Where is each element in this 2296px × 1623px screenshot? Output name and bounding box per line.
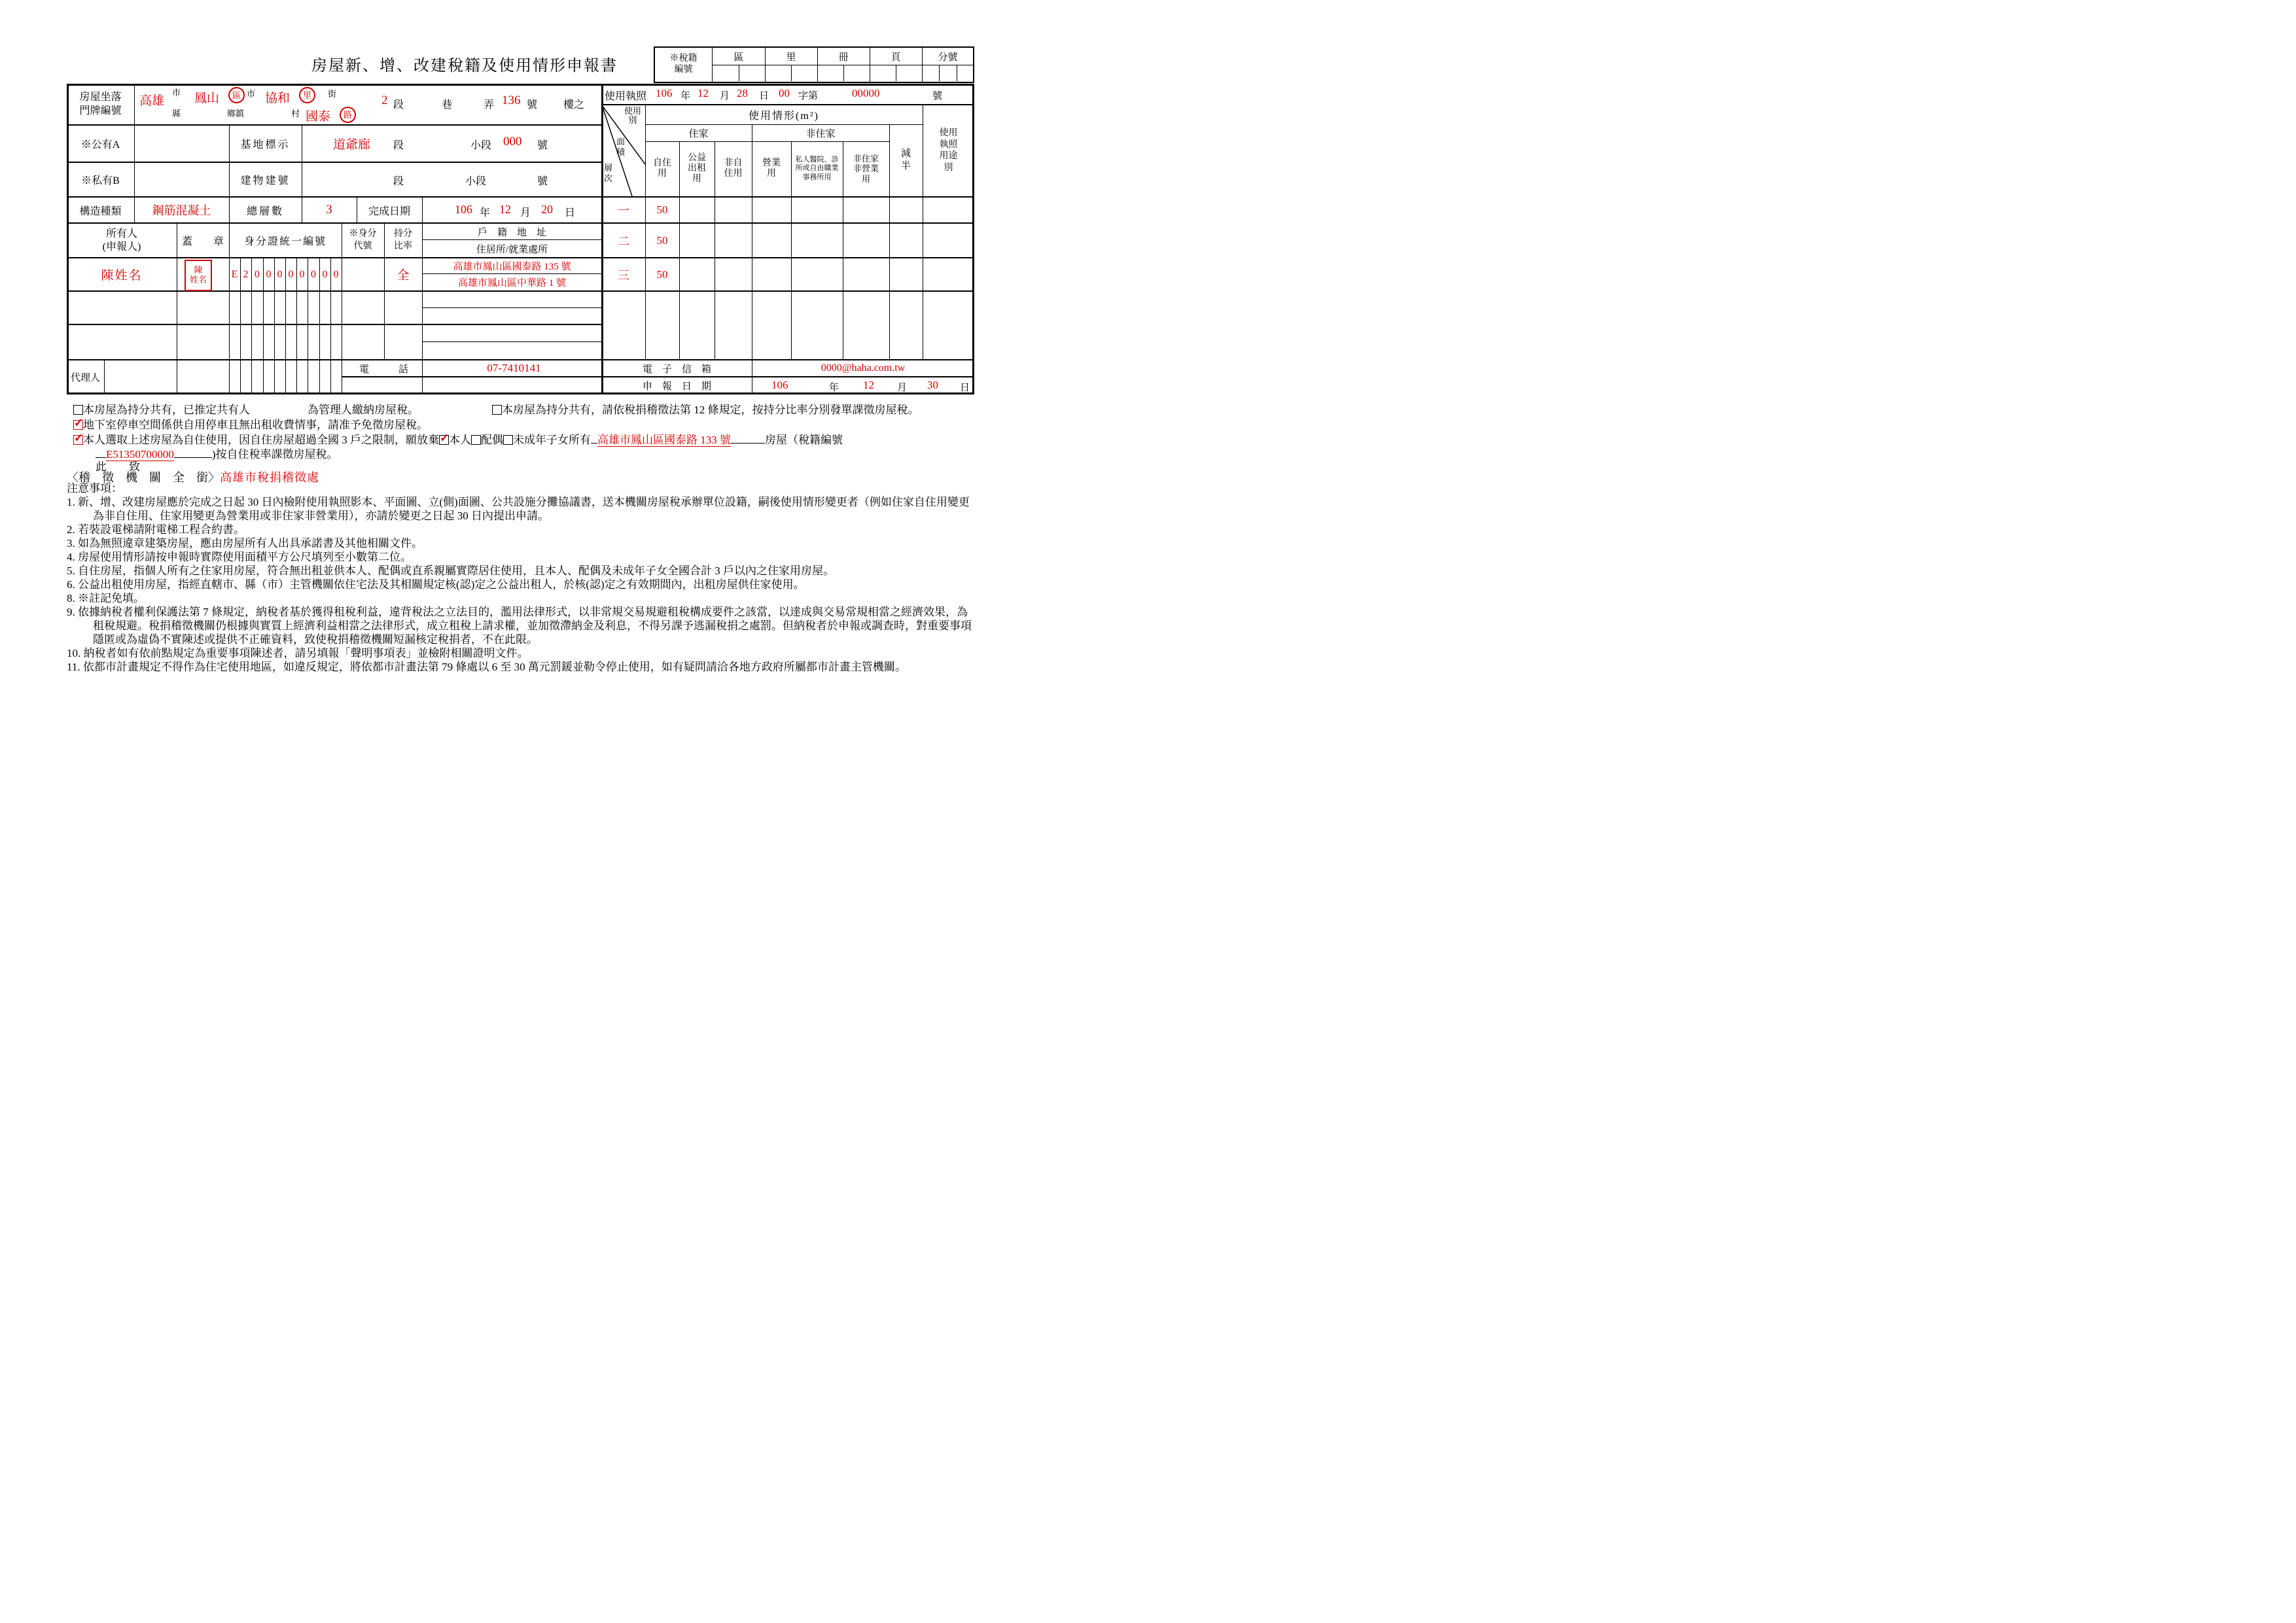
note-item: 5. 自住房屋，指個人所有之住家用房屋，符合無出租並供本人、配偶或直系親屬實際居住使用，且本人、配偶及未成年子女全國合計 3 戶以內之住家用房屋。 (67, 565, 834, 577)
structure-value[interactable]: 鋼筋混凝土 (152, 204, 211, 217)
checkbox-line-waive: ✓本人選取上述房屋為自住使用，因自住房屋超過全國 3 戶之限制，願放棄 ✓ 本人 配偶 未成年子女所有 高雄市鳳山區國泰路 133 號 房屋（稅籍編號 (73, 430, 976, 445)
lane-label: 巷 (442, 99, 453, 111)
floor-row-label (602, 292, 645, 358)
filing-month[interactable]: 12 (863, 379, 874, 391)
salutation: 此 致 (96, 461, 140, 473)
notes-section (67, 481, 978, 674)
total-floors-label: 總層數 (246, 205, 284, 217)
city-option-shi[interactable]: 市 (172, 88, 181, 97)
license-word-prefix[interactable]: 00 (779, 87, 790, 99)
district-option-township[interactable]: 鄉鎮 (227, 109, 245, 118)
base-land-field[interactable] (302, 126, 602, 162)
tax-id-col-subno: 分號 (938, 52, 958, 63)
use-license-label: 使用執照 (605, 91, 647, 102)
checkbox-co-owner-separate[interactable] (492, 405, 502, 415)
residence-header: 住居所/就業處所 (476, 244, 548, 255)
road-circled-option[interactable]: 路 (340, 107, 356, 123)
notes-heading: 注意事項： (67, 482, 122, 495)
license-day[interactable]: 28 (737, 87, 748, 99)
filing-day[interactable]: 30 (927, 379, 938, 391)
tax-id-label: ※稅籍 編號 (655, 48, 713, 82)
id-digit[interactable]: 0 (322, 268, 328, 280)
note-item: 8. ※註記免填。 (67, 592, 145, 604)
note-item: 3. 如為無照違章建築房屋，應由房屋所有人出具承諾書及其他相關文件。 (67, 537, 423, 550)
checkbox-waive-spouse[interactable] (471, 435, 481, 445)
home-header: 住家 (688, 129, 709, 139)
tax-id-box (654, 46, 974, 83)
day-unit: 日 (960, 383, 970, 393)
base-land-label: 基地標示 (240, 139, 291, 150)
building-no-field[interactable] (302, 163, 602, 196)
authority-label: 〈稽 徵 機 關 全 銜〉 (67, 471, 220, 484)
checkbox-line-co-owner: 本房屋為持分共有，已推定共有人 為管理人繳納房屋稅。 (73, 400, 492, 415)
usage-status-header: 使用情形(m²) (749, 111, 819, 122)
base-subsection-label: 小段 (470, 140, 492, 151)
bldg-number-label: 號 (537, 176, 548, 187)
col-nonhome-nonbiz: 非住家非營業用 (853, 153, 879, 184)
owner-header-label: 所有人 (申報人) (102, 228, 141, 253)
checkbox-waive-self[interactable] (439, 435, 449, 445)
year-unit: 年 (480, 207, 491, 218)
year-unit: 年 (829, 383, 839, 393)
day-unit: 日 (759, 91, 769, 101)
village-option-cun[interactable]: 村 (291, 109, 300, 118)
floor-self-use-area[interactable]: 50 (656, 268, 668, 281)
use-license-row (602, 84, 974, 104)
license-prefix-label: 字第 (798, 91, 819, 101)
floor-self-use-area[interactable]: 50 (656, 234, 668, 247)
section-value[interactable]: 2 (381, 94, 388, 107)
month-unit: 月 (897, 383, 908, 393)
agent-name-field[interactable] (104, 360, 177, 394)
license-year[interactable]: 106 (656, 87, 673, 99)
private-b-field[interactable] (134, 163, 229, 196)
floor-row-label: 一 (618, 204, 629, 217)
license-serial[interactable]: 00000 (852, 87, 880, 99)
line (939, 65, 940, 81)
year-unit: 年 (680, 91, 691, 101)
owner-residence-address[interactable]: 高雄市鳳山區中華路 1 號 (457, 278, 566, 288)
line (765, 48, 766, 82)
city-option-xian[interactable]: 縣 (172, 109, 181, 118)
blank-underline (591, 443, 597, 444)
base-section-value[interactable]: 道爺廊 (333, 138, 371, 152)
owner-stamp-cell[interactable] (177, 258, 229, 290)
corner-floor: 層次 (604, 163, 613, 183)
district-option-shi[interactable]: 市 (247, 89, 256, 99)
license-month[interactable]: 12 (698, 87, 709, 99)
col-charity-rental: 公益出租用 (688, 152, 706, 184)
phone-label: 電 話 (359, 364, 408, 375)
stamp-header: 蓋 章 (181, 236, 224, 247)
tax-id-col-book: 冊 (838, 52, 849, 63)
day-unit: 日 (565, 207, 576, 218)
note-item: 6. 公益出租使用房屋，指經直轄市、縣（市）主管機關依住宅法及其相關規定核(認)定之公益出租人，於核(認)定之有效期間內，出租房屋供住家使用。 (67, 578, 805, 591)
col-business-use: 營業用 (762, 158, 781, 179)
checkbox-line-basement: ✓地下室停車空間係供自用停車且無出租收費情事，請准予免徵房屋稅。 (73, 415, 976, 430)
tax-declaration-form (0, 0, 1011, 715)
bldg-section-label: 段 (393, 176, 404, 187)
id-digit[interactable]: 0 (277, 268, 283, 280)
authority-name[interactable]: 高雄市稅捐稽徵處 (220, 471, 319, 484)
id-digit[interactable]: 0 (311, 268, 316, 280)
owner-stamp: 陳 姓名 (185, 260, 212, 291)
city-value[interactable]: 高雄 (139, 94, 165, 108)
total-floors-value[interactable]: 3 (326, 203, 332, 217)
blank-underline (731, 443, 765, 444)
private-b-label: ※私有B (81, 175, 120, 186)
identity-code-header: ※身分 代號 (349, 229, 377, 251)
license-serial-label: 號 (932, 91, 943, 101)
house-number-value[interactable]: 136 (502, 94, 521, 107)
id-digit[interactable]: 2 (243, 268, 249, 280)
owner-registered-address[interactable]: 高雄市鳳山區國泰路 135 號 (453, 262, 571, 272)
tax-authority-line (67, 468, 656, 483)
line (67, 324, 602, 325)
road-option-street[interactable]: 街 (328, 89, 337, 99)
usage-corner-cell (602, 105, 645, 196)
email-label: 電 子 信 箱 (642, 364, 711, 375)
share-ratio-header: 持分 比率 (394, 229, 412, 251)
village-value[interactable]: 協和 (265, 92, 291, 105)
line (791, 65, 792, 81)
floor-self-use-area[interactable]: 50 (656, 203, 668, 216)
note-item: 9. 依據納稅者權利保護法第 7 條規定，納稅者基於獲得租稅利益，違背稅法之立法目的，濫用法律形式，以非常規交易規避租稅構成要件之該當，以達成與交易常規相當之經濟效果，為租稅規避。稅捐稽徵機關仍根據與實質上經濟利益相當之法律形式，成立租稅上請求權，並加徵滯納金及利息，不得另課予逃漏稅捐之處罰。但納稅者於申報或調查時，對重要事項隱匿或為虛偽不實陳述或提供不正確資料，致使稅捐稽徵機關短漏核定稅捐者，不在此限。 (67, 606, 972, 646)
completion-month[interactable]: 12 (499, 203, 511, 216)
registered-address-header: 戶 籍 地 址 (477, 227, 546, 238)
checkbox-waive-minor[interactable] (503, 435, 513, 445)
structure-label: 構造種類 (79, 205, 122, 217)
note-item: 1. 新、增、改建房屋應於完成之日起 30 日內檢附使用執照影本、平面圖、立(側)面圖、公共設施分攤協議書，送本機關房屋稅承辦單位設籍，嗣後使用情形變更者（例如住家自住用變更為非自住用、住家用變更為營業用或非住家非營業用），亦請於變更之日起 30 日內提出申請。 (67, 496, 970, 522)
line (817, 48, 818, 82)
line (422, 307, 602, 308)
owner-identity-code[interactable] (342, 258, 384, 290)
checkbox-co-owner-managed[interactable] (73, 405, 83, 415)
section-label: 段 (393, 99, 404, 111)
owner-name[interactable]: 陳姓名 (101, 269, 143, 283)
village-circled-option[interactable]: 里 (299, 87, 315, 103)
floor-row-label: 二 (618, 234, 629, 248)
corner-area: 面積 (616, 137, 626, 157)
id-digit[interactable]: 0 (288, 268, 294, 280)
phone-value[interactable]: 07-7410141 (487, 362, 541, 374)
location-address-field[interactable] (134, 84, 602, 124)
col-clinic-use: 私人醫院、診所或自由職業事務所用 (795, 156, 839, 181)
base-number-value[interactable]: 000 (503, 135, 522, 148)
public-a-label: ※公有A (80, 139, 120, 150)
line (922, 48, 923, 82)
note-item: 2. 若裝設電梯請附電梯工程合約書。 (67, 523, 245, 536)
checkbox-waive[interactable] (73, 435, 83, 445)
building-no-label: 建物建號 (240, 175, 291, 186)
line (843, 65, 844, 81)
public-a-field[interactable] (134, 126, 229, 162)
id-digit[interactable]: 0 (333, 268, 339, 280)
col-non-self-use: 非自住用 (724, 158, 743, 179)
note-item: 4. 房屋使用情形請按申報時實際使用面積平方公尺填列至小數第二位。 (67, 551, 412, 563)
filing-date-value[interactable] (752, 377, 974, 393)
completion-year[interactable]: 106 (455, 203, 472, 216)
page-title: 房屋新、增、改建稅籍及使用情形申報書 (311, 57, 618, 75)
tax-id-col-li: 里 (786, 52, 796, 63)
id-header: 身分證統一編號 (243, 236, 327, 247)
note-item: 10. 納稅者如有依前點規定為重要事項陳述者，請另填報「聲明事項表」並檢附相關證明文件。 (67, 647, 529, 659)
filing-date-label: 申 報 日 期 (642, 381, 711, 392)
line (422, 341, 602, 342)
owner-share-ratio[interactable]: 全 (397, 269, 410, 283)
note-item: 11. 依都市計畫規定不得作為住宅使用地區，如違反規定，將依都市計畫法第 79 條處以 6 至 30 萬元罰鍰並勒令停止使用，如有疑問請洽各地方政府所屬都市計畫主管機關。 (67, 661, 906, 673)
col-license-purpose: 使用執照用途別 (939, 128, 958, 173)
corner-usage-type: 使用別 (624, 106, 641, 126)
location-row-label: 房屋坐落 門牌編號 (79, 91, 122, 116)
waived-house-address[interactable]: 高雄市鳳山區國泰路 133 號 (597, 434, 731, 446)
bldg-subsection-label: 小段 (465, 176, 487, 187)
completion-date-label: 完成日期 (368, 205, 410, 217)
month-unit: 月 (520, 207, 531, 218)
checkbox-line-co-owner-separate: 本房屋為持分共有，請依稅捐稽徵法第 12 條規定，按持分比率分別發單課徵房屋稅。 (492, 400, 976, 415)
id-digit[interactable]: 0 (255, 268, 260, 280)
base-number-label: 號 (537, 140, 548, 151)
floor-row-label: 三 (618, 268, 629, 282)
col-half-rate: 減半 (900, 148, 911, 171)
id-digit[interactable]: E (231, 268, 238, 280)
district-circled-option[interactable]: 區 (228, 87, 245, 103)
agent-label: 代理人 (70, 373, 100, 383)
checkbox-basement-parking[interactable] (73, 420, 83, 430)
waived-house-tax-id[interactable]: E51350700000 (106, 448, 174, 461)
filing-year[interactable]: 106 (771, 379, 788, 391)
email-value[interactable]: 0000@haha.com.tw (821, 362, 906, 374)
road-value[interactable]: 國泰 (306, 110, 331, 124)
id-digit[interactable]: 0 (266, 268, 272, 280)
tax-id-col-page: 頁 (891, 52, 901, 63)
floor-label: 樓之 (563, 99, 585, 111)
tax-id-col-district: 區 (733, 52, 744, 63)
id-digit[interactable]: 0 (299, 268, 305, 280)
number-label: 號 (527, 99, 538, 111)
completion-day[interactable]: 20 (541, 203, 553, 216)
district-value[interactable]: 鳳山 (194, 92, 220, 105)
month-unit: 月 (720, 91, 730, 101)
col-self-use: 自住用 (653, 158, 671, 179)
alley-label: 弄 (484, 99, 495, 111)
non-home-header: 非住家 (805, 129, 836, 139)
checkbox-line-waive-id: E51350700000 )按自住稅率課徵房屋稅。 (96, 445, 684, 459)
completion-date-field[interactable] (422, 198, 602, 222)
base-section-label: 段 (393, 140, 404, 151)
